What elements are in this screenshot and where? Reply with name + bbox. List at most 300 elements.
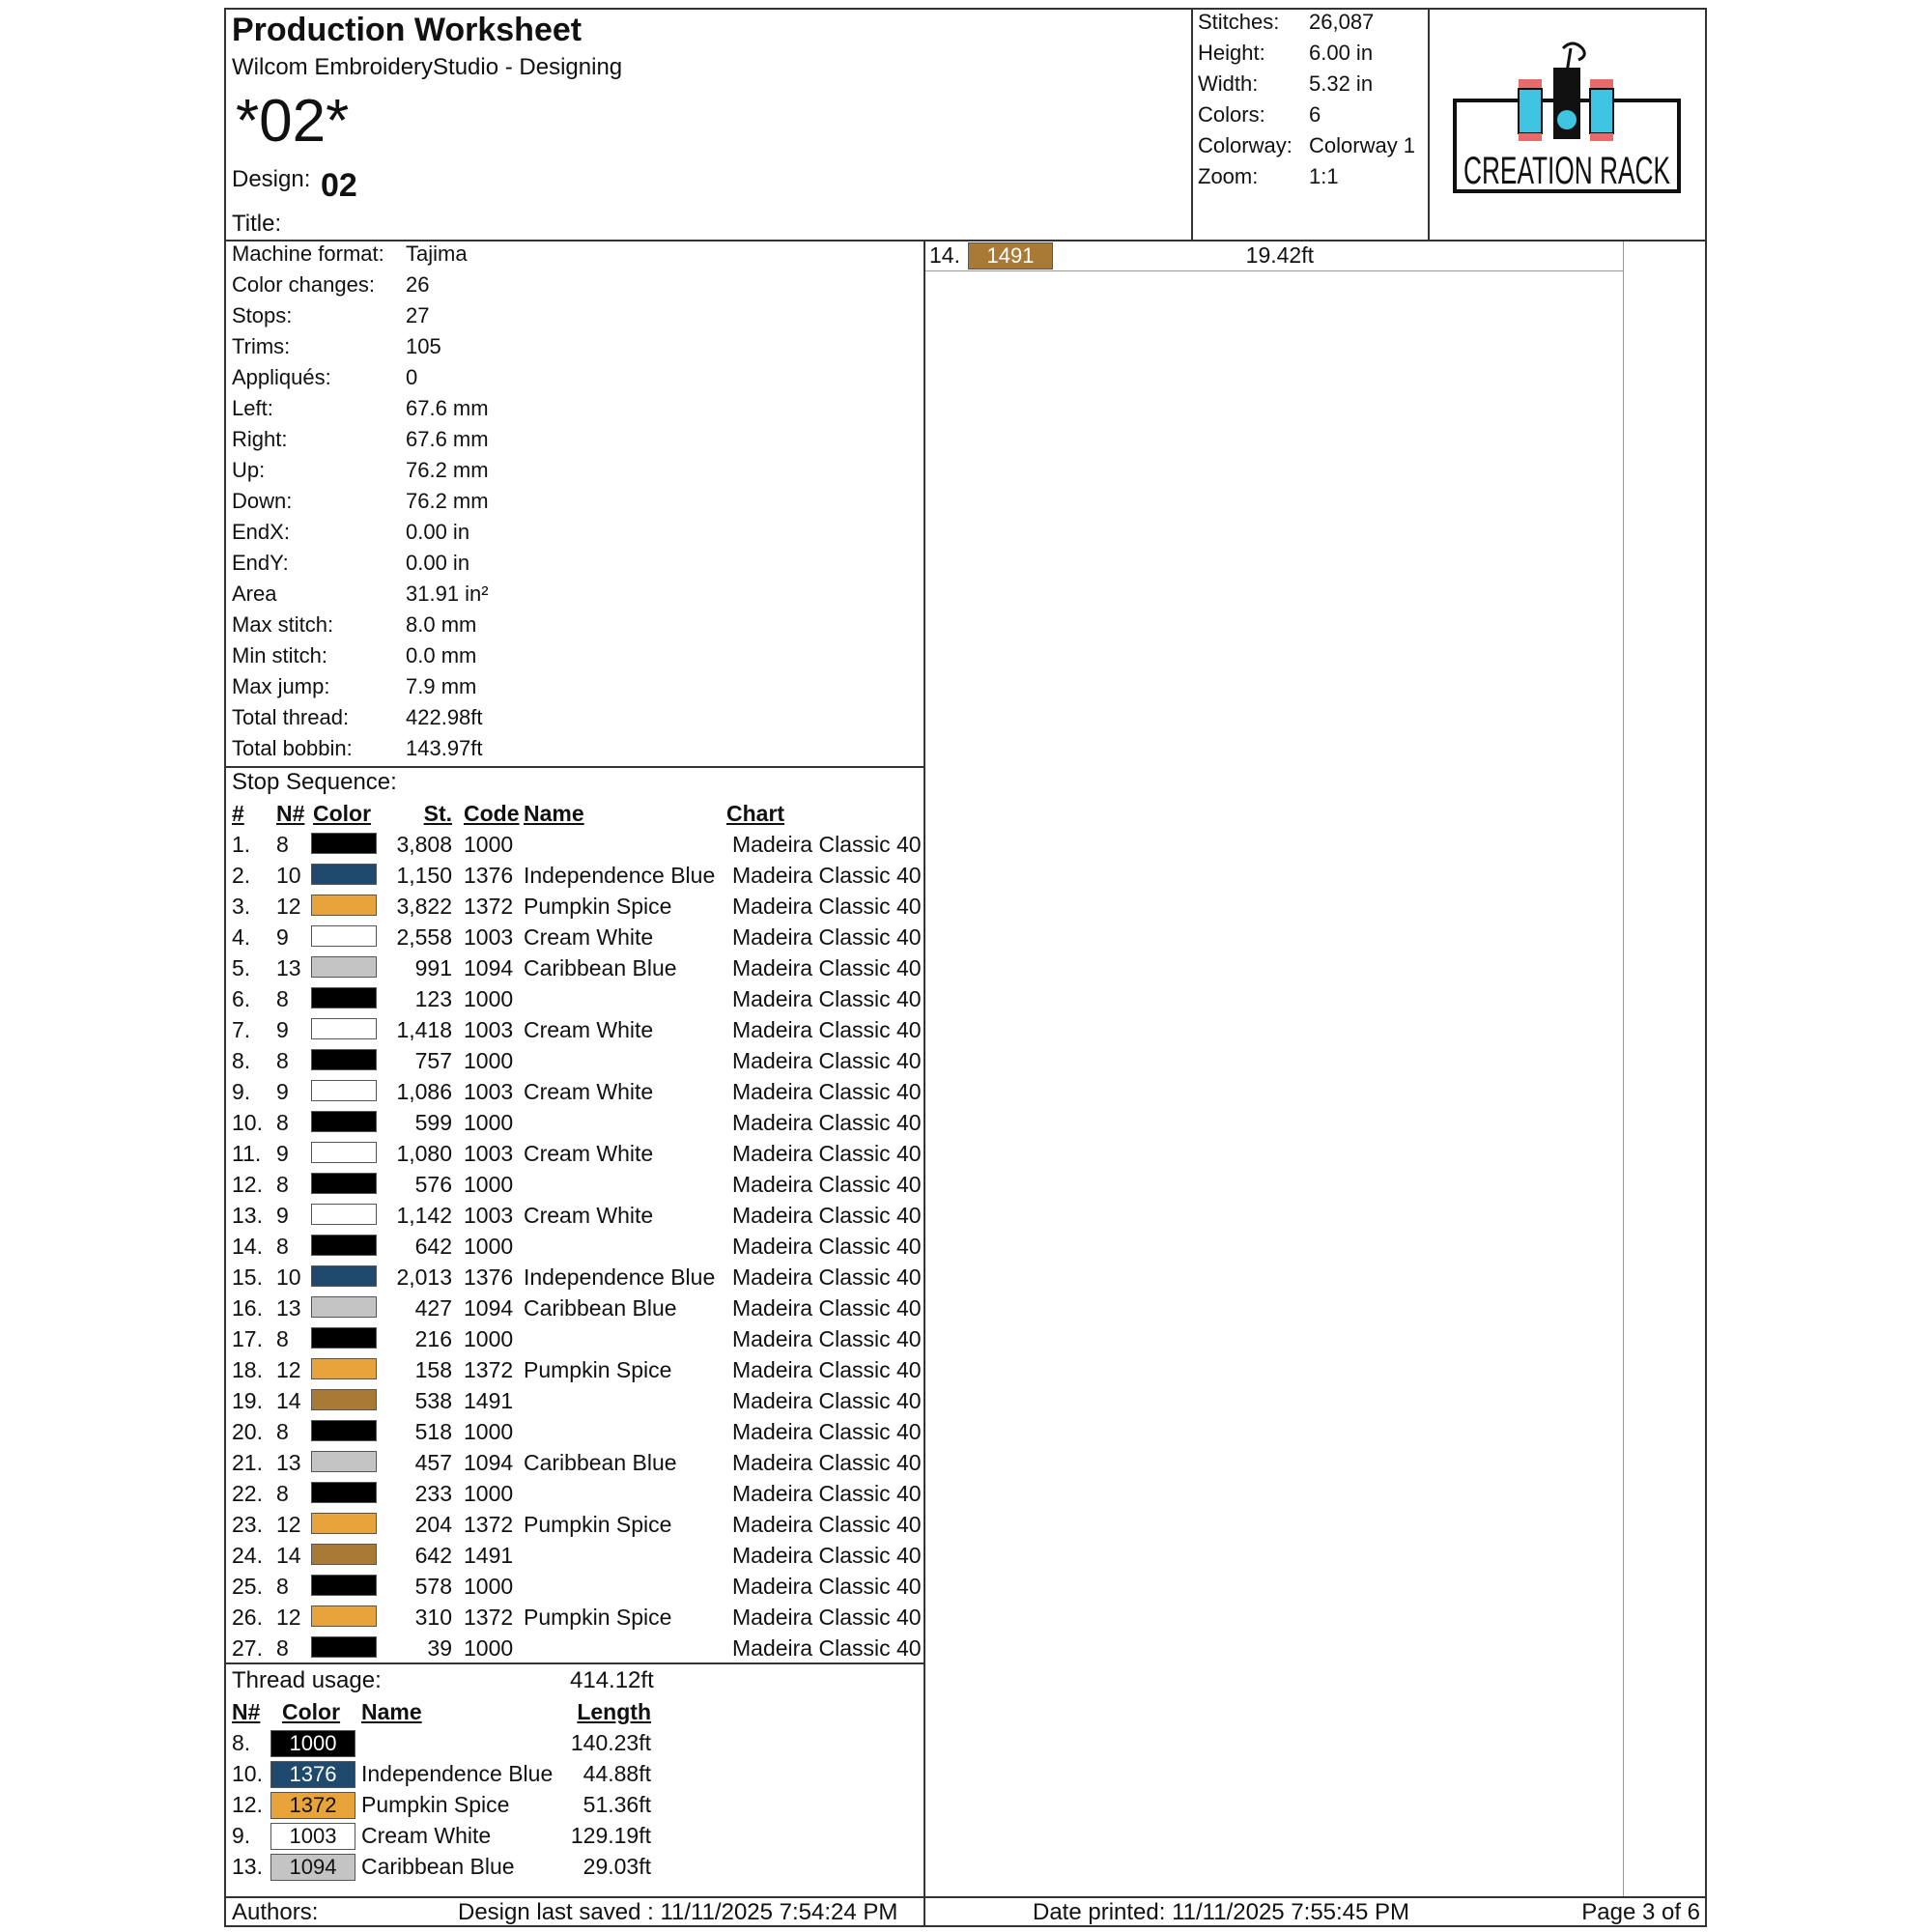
color-swatch [311, 1605, 377, 1627]
needle-number: 12 [276, 1605, 301, 1630]
stat-value: 143.97ft [406, 736, 483, 760]
needle-number: 8 [276, 1048, 289, 1073]
stat-label: Trims: [232, 334, 291, 358]
thread-chart: Madeira Classic 40 [732, 986, 922, 1011]
stat-row [232, 612, 908, 643]
thread-chart: Madeira Classic 40 [732, 1110, 922, 1135]
thread-name: Cream White [524, 1203, 654, 1228]
stitch-count: 39 [427, 1635, 452, 1661]
thread-chart: Madeira Classic 40 [732, 1048, 922, 1073]
stitch-count: 1,142 [396, 1203, 452, 1228]
col-code-header: Code [464, 801, 520, 826]
thread-code: 1376 [464, 863, 514, 888]
summary-row [1198, 102, 1426, 133]
stitch-count: 642 [414, 1543, 452, 1568]
color-swatch [311, 956, 377, 978]
stop-index: 9. [232, 1079, 251, 1104]
thread-code: 1003 [464, 1079, 514, 1104]
tu-needle: 12. [232, 1792, 263, 1817]
tu-needle: 9. [232, 1823, 251, 1848]
stitch-count: 576 [414, 1172, 452, 1197]
stat-row [232, 272, 908, 303]
tu-length: 44.88ft [582, 1761, 651, 1786]
thread-chart: Madeira Classic 40 [732, 1543, 922, 1568]
thread-code: 1000 [464, 1635, 514, 1661]
stop-index: 19. [232, 1388, 263, 1413]
stat-label: Max jump: [232, 674, 330, 698]
thread-chart: Madeira Classic 40 [732, 1450, 922, 1475]
stitch-count: 3,822 [396, 894, 452, 919]
stat-label: Color changes: [232, 272, 375, 297]
thread-chart: Madeira Classic 40 [732, 894, 922, 919]
stat-row [232, 303, 908, 334]
design-name: *02* [236, 88, 350, 155]
color-swatch [311, 1636, 377, 1658]
stop-index: 25. [232, 1574, 263, 1599]
tu-needle: 14. [929, 242, 960, 268]
summary-value: 26,087 [1309, 10, 1375, 34]
tu-length: 29.03ft [582, 1854, 651, 1879]
stat-value: 7.9 mm [406, 674, 477, 698]
thread-chart: Madeira Classic 40 [732, 1635, 922, 1661]
stop-sequence-row [232, 1480, 927, 1511]
needle-number: 12 [276, 1512, 301, 1537]
summary-row [1198, 71, 1426, 102]
stat-label: EndX: [232, 520, 290, 544]
color-swatch [311, 1482, 377, 1503]
thread-name: Independence Blue [524, 863, 716, 888]
authors-label: Authors: [232, 1899, 319, 1925]
needle-number: 12 [276, 1357, 301, 1382]
color-swatch [311, 1080, 377, 1101]
stop-sequence-row [232, 1573, 927, 1604]
tu-needle: 10. [232, 1761, 263, 1786]
stitch-count: 1,086 [396, 1079, 452, 1104]
thread-chart: Madeira Classic 40 [732, 1141, 922, 1166]
thread-usage-table [232, 1698, 676, 1891]
tu-col-color-header: Color [282, 1699, 341, 1724]
stop-sequence-row [232, 1356, 927, 1387]
summary-row [1198, 133, 1426, 164]
stitch-count: 599 [414, 1110, 452, 1135]
color-swatch [311, 1204, 377, 1225]
thread-name: Cream White [524, 924, 654, 950]
stitch-count: 991 [414, 955, 452, 980]
summary-value: 6 [1309, 102, 1321, 127]
thread-name: Caribbean Blue [524, 955, 677, 980]
design-summary [1198, 10, 1426, 232]
stat-label: Up: [232, 458, 266, 482]
tu-name: Pumpkin Spice [361, 1792, 510, 1817]
stitch-count: 123 [414, 986, 452, 1011]
color-swatch [311, 1575, 377, 1596]
page-number: Page 3 of 6 [1581, 1899, 1700, 1925]
stop-index: 17. [232, 1326, 263, 1351]
stitch-count: 757 [414, 1048, 452, 1073]
thread-chart: Madeira Classic 40 [732, 1357, 922, 1382]
stop-sequence-table [232, 800, 927, 1660]
thread-name: Pumpkin Spice [524, 1357, 672, 1382]
stitch-count: 1,080 [396, 1141, 452, 1166]
stat-value: 422.98ft [406, 705, 483, 729]
thread-name: Pumpkin Spice [524, 1605, 672, 1630]
needle-number: 14 [276, 1388, 301, 1413]
needle-number: 13 [276, 1450, 301, 1475]
color-swatch [311, 1451, 377, 1472]
stop-index: 22. [232, 1481, 263, 1506]
stat-value: 105 [406, 334, 441, 358]
stop-index: 12. [232, 1172, 263, 1197]
thread-name: Pumpkin Spice [524, 894, 672, 919]
thread-usage-row [232, 1791, 676, 1822]
app-name: Wilcom EmbroideryStudio - Designing [232, 54, 623, 80]
col-color-header: Color [313, 801, 372, 826]
stop-index: 6. [232, 986, 251, 1011]
stat-row [232, 643, 908, 674]
stat-value: 67.6 mm [406, 396, 489, 420]
color-swatch [311, 1235, 377, 1256]
stat-row [232, 458, 908, 489]
stitch-count: 2,013 [396, 1264, 452, 1290]
stat-row [232, 489, 908, 520]
stop-sequence-row [232, 1140, 927, 1171]
stat-row [232, 705, 908, 736]
needle-number: 8 [276, 1110, 289, 1135]
stop-index: 11. [232, 1141, 262, 1166]
color-swatch [311, 1420, 377, 1441]
stitch-count: 310 [414, 1605, 452, 1630]
thread-chart: Madeira Classic 40 [732, 832, 922, 857]
stop-sequence-row [232, 1604, 927, 1634]
stat-row [232, 334, 908, 365]
summary-label: Height: [1198, 41, 1265, 65]
stat-label: Appliqués: [232, 365, 331, 389]
stop-sequence-row [232, 1109, 927, 1140]
stat-row [232, 365, 908, 396]
stop-index: 3. [232, 894, 251, 919]
tu-color-chip: 1000 [270, 1730, 355, 1757]
summary-value: 5.32 in [1309, 71, 1374, 96]
thread-code: 1000 [464, 1048, 514, 1073]
color-swatch [311, 1049, 377, 1070]
thread-code: 1000 [464, 1110, 514, 1135]
stitch-count: 1,150 [396, 863, 452, 888]
needle-number: 12 [276, 894, 301, 919]
stat-value: 0.0 mm [406, 643, 477, 668]
stitch-count: 233 [414, 1481, 452, 1506]
stop-sequence-row [232, 1418, 927, 1449]
color-swatch [311, 864, 377, 885]
stat-row [232, 674, 908, 705]
color-swatch [311, 1265, 377, 1287]
stat-row [232, 582, 908, 612]
stat-row [232, 551, 908, 582]
needle-number: 9 [276, 1203, 289, 1228]
needle-number: 9 [276, 1141, 289, 1166]
stop-sequence-row [232, 1634, 927, 1665]
tu-length: 51.36ft [582, 1792, 651, 1817]
needle-number: 8 [276, 1326, 289, 1351]
thread-usage-row [232, 1729, 676, 1760]
stat-row [232, 242, 908, 272]
frame-right [1705, 8, 1707, 1927]
col-name-header: Name [524, 801, 584, 826]
thread-chart: Madeira Classic 40 [732, 1605, 922, 1630]
stop-index: 1. [232, 832, 251, 857]
color-swatch [311, 1173, 377, 1194]
stat-label: Min stitch: [232, 643, 328, 668]
thread-code: 1376 [464, 1264, 514, 1290]
stop-sequence-row [232, 1511, 927, 1542]
design-last-saved: Design last saved : 11/11/2025 7:54:24 PM [458, 1899, 898, 1925]
stat-label: Right: [232, 427, 288, 451]
color-swatch [311, 1327, 377, 1349]
thread-code: 1491 [464, 1543, 514, 1568]
stop-index: 7. [232, 1017, 251, 1042]
needle-number: 8 [276, 986, 289, 1011]
tu-color-chip: 1094 [270, 1854, 355, 1881]
needle-number: 8 [276, 832, 289, 857]
thread-name: Caribbean Blue [524, 1450, 677, 1475]
thread-code: 1372 [464, 1512, 514, 1537]
tu-length: 129.19ft [570, 1823, 651, 1848]
thread-code: 1000 [464, 1234, 514, 1259]
creation-rack-logo [1449, 39, 1685, 203]
stat-label: Stops: [232, 303, 293, 327]
thread-code: 1491 [464, 1388, 514, 1413]
thread-name: Independence Blue [524, 1264, 716, 1290]
stitch-count: 2,558 [396, 924, 452, 950]
tu-name: Cream White [361, 1823, 492, 1848]
stitch-count: 538 [414, 1388, 452, 1413]
stop-index: 4. [232, 924, 251, 950]
design-value: 02 [321, 167, 357, 204]
color-swatch [311, 987, 377, 1009]
needle-number: 8 [276, 1419, 289, 1444]
needle-number: 13 [276, 1295, 301, 1321]
stat-row [232, 736, 908, 767]
needle-number: 10 [276, 1264, 301, 1290]
thread-usage-row [929, 242, 1621, 272]
thread-chart: Madeira Classic 40 [732, 1203, 922, 1228]
color-swatch [311, 1358, 377, 1379]
stop-sequence-row [232, 1449, 927, 1480]
stop-index: 18. [232, 1357, 263, 1382]
tu-col-name-header: Name [361, 1699, 422, 1724]
stat-label: Down: [232, 489, 293, 513]
thread-chart: Madeira Classic 40 [732, 1017, 922, 1042]
stitch-count: 642 [414, 1234, 452, 1259]
stop-index: 2. [232, 863, 251, 888]
thread-usage-row [232, 1822, 676, 1853]
summary-row [1198, 41, 1426, 71]
stat-label: Area [232, 582, 277, 606]
thread-code: 1094 [464, 1450, 514, 1475]
stop-sequence-row [232, 1016, 927, 1047]
stat-value: 8.0 mm [406, 612, 477, 637]
thread-chart: Madeira Classic 40 [732, 924, 922, 950]
stop-index: 8. [232, 1048, 251, 1073]
stat-value: 31.91 in² [406, 582, 489, 606]
thread-code: 1372 [464, 894, 514, 919]
thread-code: 1372 [464, 1357, 514, 1382]
stop-sequence-row [232, 1387, 927, 1418]
needle-number: 8 [276, 1481, 289, 1506]
stop-index: 5. [232, 955, 251, 980]
thread-name: Cream White [524, 1017, 654, 1042]
stop-index: 24. [232, 1543, 263, 1568]
thread-chart: Madeira Classic 40 [732, 1079, 922, 1104]
stop-sequence-row [232, 862, 927, 893]
color-swatch [311, 1111, 377, 1132]
needle-number: 14 [276, 1543, 301, 1568]
stop-index: 15. [232, 1264, 263, 1290]
tu-col-length-header: Length [577, 1699, 651, 1724]
frame-left [224, 8, 226, 1927]
stat-value: Tajima [406, 242, 468, 266]
stop-sequence-row [232, 1264, 927, 1294]
stat-value: 0.00 in [406, 520, 470, 544]
thread-chart: Madeira Classic 40 [732, 1264, 922, 1290]
color-swatch [311, 1018, 377, 1039]
col-chart-header: Chart [726, 801, 785, 826]
stop-sequence-row [232, 1542, 927, 1573]
stat-label: Total bobbin: [232, 736, 353, 760]
col-needle-header: N# [276, 801, 305, 826]
tu-name: Independence Blue [361, 1761, 554, 1786]
logo-text: CREATION RACK [1463, 150, 1671, 192]
stop-sequence-header [232, 800, 927, 831]
color-swatch [311, 833, 377, 854]
stop-sequence-row [232, 1047, 927, 1078]
needle-number: 9 [276, 1017, 289, 1042]
tu-color-chip: 1003 [270, 1823, 355, 1850]
color-swatch [311, 1513, 377, 1534]
stop-index: 27. [232, 1635, 263, 1661]
thread-code: 1003 [464, 1017, 514, 1042]
thread-usage-continued [929, 242, 1621, 270]
thread-chart: Madeira Classic 40 [732, 1388, 922, 1413]
stop-sequence-row [232, 1171, 927, 1202]
thread-name: Pumpkin Spice [524, 1512, 672, 1537]
frame-top [224, 8, 1707, 10]
thread-chart: Madeira Classic 40 [732, 1172, 922, 1197]
stop-index: 14. [232, 1234, 263, 1259]
tu-color-chip: 1372 [270, 1792, 355, 1819]
stitch-count: 3,808 [396, 832, 452, 857]
design-label: Design: [232, 166, 311, 192]
stitch-count: 158 [414, 1357, 452, 1382]
thread-usage-row [232, 1760, 676, 1791]
summary-value: 6.00 in [1309, 41, 1374, 65]
stat-label: Left: [232, 396, 273, 420]
tu-col-needle-header: N# [232, 1699, 261, 1724]
needle-number: 9 [276, 1079, 289, 1104]
stitch-count: 578 [414, 1574, 452, 1599]
stat-value: 76.2 mm [406, 489, 489, 513]
machine-stats [232, 242, 908, 763]
stop-sequence-row [232, 923, 927, 954]
stop-sequence-row [232, 1078, 927, 1109]
stat-value: 27 [406, 303, 430, 327]
stat-label: EndY: [232, 551, 289, 575]
summary-row [1198, 164, 1426, 195]
color-swatch [311, 1142, 377, 1163]
stitch-count: 1,418 [396, 1017, 452, 1042]
stop-sequence-row [232, 1233, 927, 1264]
tu-length: 19.42ft [1245, 242, 1314, 268]
stat-label: Total thread: [232, 705, 350, 729]
color-swatch [311, 925, 377, 947]
stop-sequence-row [232, 831, 927, 862]
thread-chart: Madeira Classic 40 [732, 1512, 922, 1537]
frame-bottom [224, 1925, 1707, 1927]
tu-color-chip: 1376 [270, 1761, 355, 1788]
col-stitches-header: St. [423, 801, 452, 826]
stop-sequence-row [232, 954, 927, 985]
stat-label: Max stitch: [232, 612, 334, 637]
stop-index: 21. [232, 1450, 263, 1475]
thread-code: 1000 [464, 986, 514, 1011]
thread-chart: Madeira Classic 40 [732, 863, 922, 888]
date-printed: Date printed: 11/11/2025 7:55:45 PM [1033, 1899, 1410, 1925]
needle-number: 8 [276, 1172, 289, 1197]
color-swatch [311, 895, 377, 916]
stop-sequence-row [232, 893, 927, 923]
stat-row [232, 520, 908, 551]
thread-code: 1003 [464, 924, 514, 950]
stop-index: 10. [232, 1110, 263, 1135]
thread-usage-total: 414.12ft [570, 1667, 654, 1693]
stop-sequence-row [232, 985, 927, 1016]
needle-number: 13 [276, 955, 301, 980]
stat-value: 0 [406, 365, 418, 389]
thread-code: 1000 [464, 832, 514, 857]
needle-number: 8 [276, 1234, 289, 1259]
thread-code: 1003 [464, 1141, 514, 1166]
summary-label: Stitches: [1198, 10, 1280, 34]
thread-code: 1000 [464, 1419, 514, 1444]
stop-index: 16. [232, 1295, 263, 1321]
stat-label: Machine format: [232, 242, 384, 266]
thread-name: Cream White [524, 1079, 654, 1104]
summary-row [1198, 10, 1426, 41]
thread-code: 1372 [464, 1605, 514, 1630]
thread-code: 1000 [464, 1481, 514, 1506]
stop-index: 13. [232, 1203, 263, 1228]
thread-chart: Madeira Classic 40 [732, 1326, 922, 1351]
thread-code: 1003 [464, 1203, 514, 1228]
thread-usage-row [232, 1853, 676, 1884]
stat-value: 0.00 in [406, 551, 470, 575]
summary-label: Colors: [1198, 102, 1265, 127]
stop-sequence-row [232, 1325, 927, 1356]
tu-needle: 8. [232, 1730, 251, 1755]
stitch-count: 216 [414, 1326, 452, 1351]
thread-usage-label: Thread usage: [232, 1667, 382, 1693]
thread-name: Caribbean Blue [524, 1295, 677, 1321]
thread-code: 1000 [464, 1172, 514, 1197]
stitch-count: 457 [414, 1450, 452, 1475]
color-swatch [311, 1544, 377, 1565]
needle-number: 8 [276, 1574, 289, 1599]
title-label: Title: [232, 211, 282, 237]
tu-name: Caribbean Blue [361, 1854, 515, 1879]
stitch-count: 427 [414, 1295, 452, 1321]
thread-code: 1000 [464, 1326, 514, 1351]
right-column-inner-line [1623, 242, 1624, 1896]
stop-sequence-label: Stop Sequence: [232, 769, 397, 795]
